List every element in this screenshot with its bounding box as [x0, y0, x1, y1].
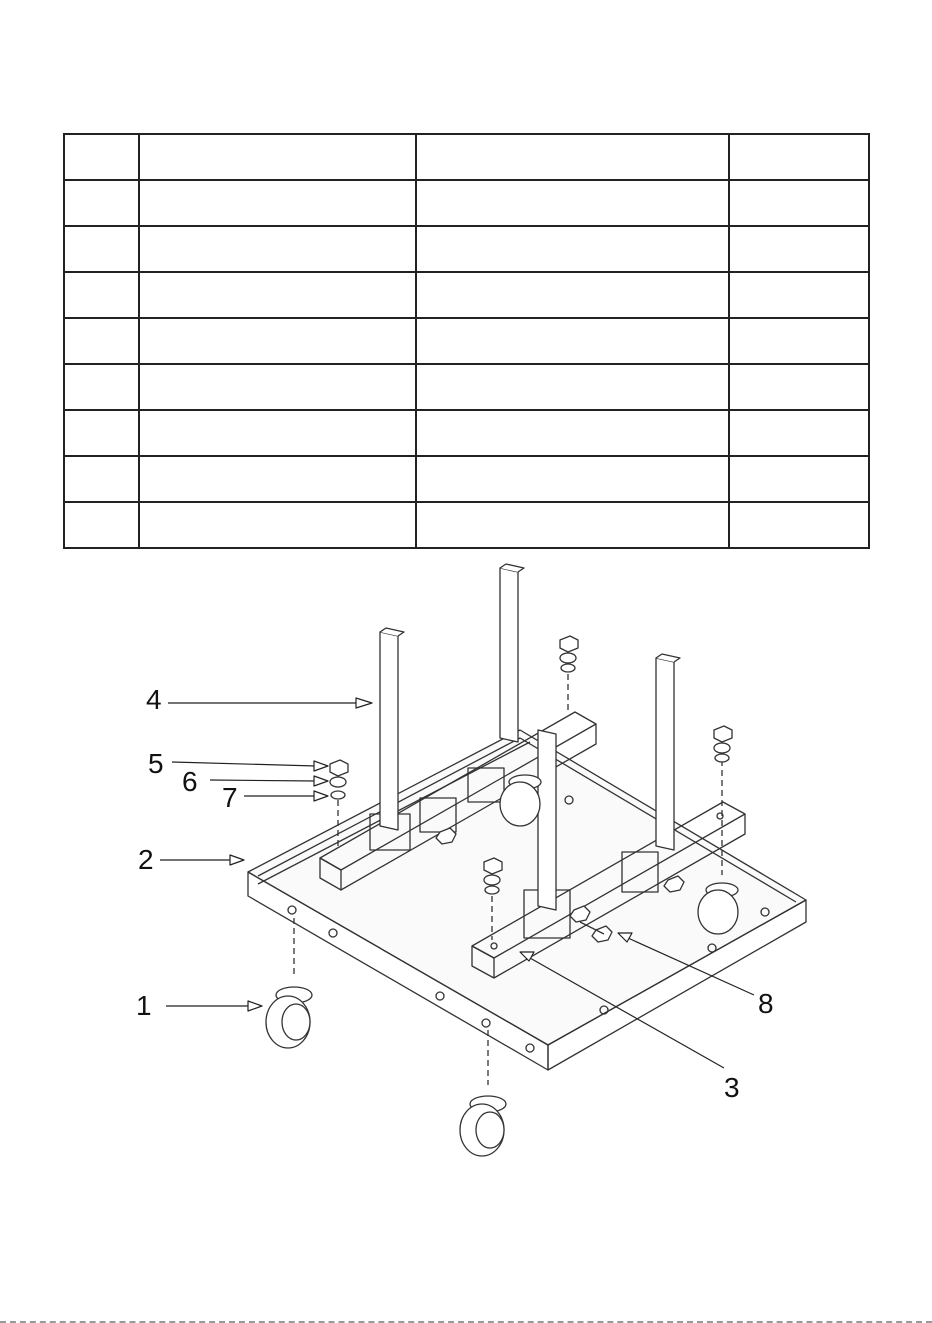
table-cell	[416, 272, 728, 318]
table-row	[64, 180, 869, 226]
table-cell	[729, 226, 869, 272]
table-cell	[139, 134, 416, 180]
table-row	[64, 134, 869, 180]
table-row	[64, 226, 869, 272]
table-cell	[64, 502, 139, 548]
table-cell	[729, 272, 869, 318]
table-row	[64, 364, 869, 410]
table-cell	[139, 410, 416, 456]
table-row	[64, 456, 869, 502]
table-cell	[64, 364, 139, 410]
table-cell	[729, 180, 869, 226]
callout-6: 6	[182, 766, 198, 797]
table-row	[64, 318, 869, 364]
table-cell	[729, 410, 869, 456]
parts-table	[63, 133, 870, 549]
table-cell	[64, 226, 139, 272]
table-cell	[416, 180, 728, 226]
table-cell	[416, 134, 728, 180]
table-cell	[139, 502, 416, 548]
table-cell	[416, 364, 728, 410]
table-row	[64, 410, 869, 456]
callout-8: 8	[758, 988, 774, 1019]
table-cell	[139, 180, 416, 226]
table-cell	[729, 456, 869, 502]
assembly-diagram	[0, 560, 932, 1200]
page-bottom-rule	[0, 1319, 932, 1323]
callout-3: 3	[724, 1072, 740, 1103]
table-cell	[64, 134, 139, 180]
table-cell	[416, 502, 728, 548]
table-cell	[139, 226, 416, 272]
table-cell	[64, 318, 139, 364]
table-cell	[729, 364, 869, 410]
table-row	[64, 272, 869, 318]
table-cell	[416, 226, 728, 272]
callout-5: 5	[148, 748, 164, 779]
callout-4: 4	[146, 684, 162, 715]
table-cell	[64, 410, 139, 456]
table-cell	[139, 456, 416, 502]
table-cell	[139, 272, 416, 318]
table-cell	[729, 502, 869, 548]
table-row	[64, 502, 869, 548]
table-cell	[416, 318, 728, 364]
table-cell	[416, 456, 728, 502]
table-cell	[139, 364, 416, 410]
table-cell	[64, 456, 139, 502]
table-cell	[729, 318, 869, 364]
table-cell	[64, 272, 139, 318]
callout-1: 1	[136, 990, 152, 1021]
callout-2: 2	[138, 844, 154, 875]
table-cell	[139, 318, 416, 364]
callout-7: 7	[222, 782, 238, 813]
table-cell	[729, 134, 869, 180]
table-cell	[416, 410, 728, 456]
table-cell	[64, 180, 139, 226]
